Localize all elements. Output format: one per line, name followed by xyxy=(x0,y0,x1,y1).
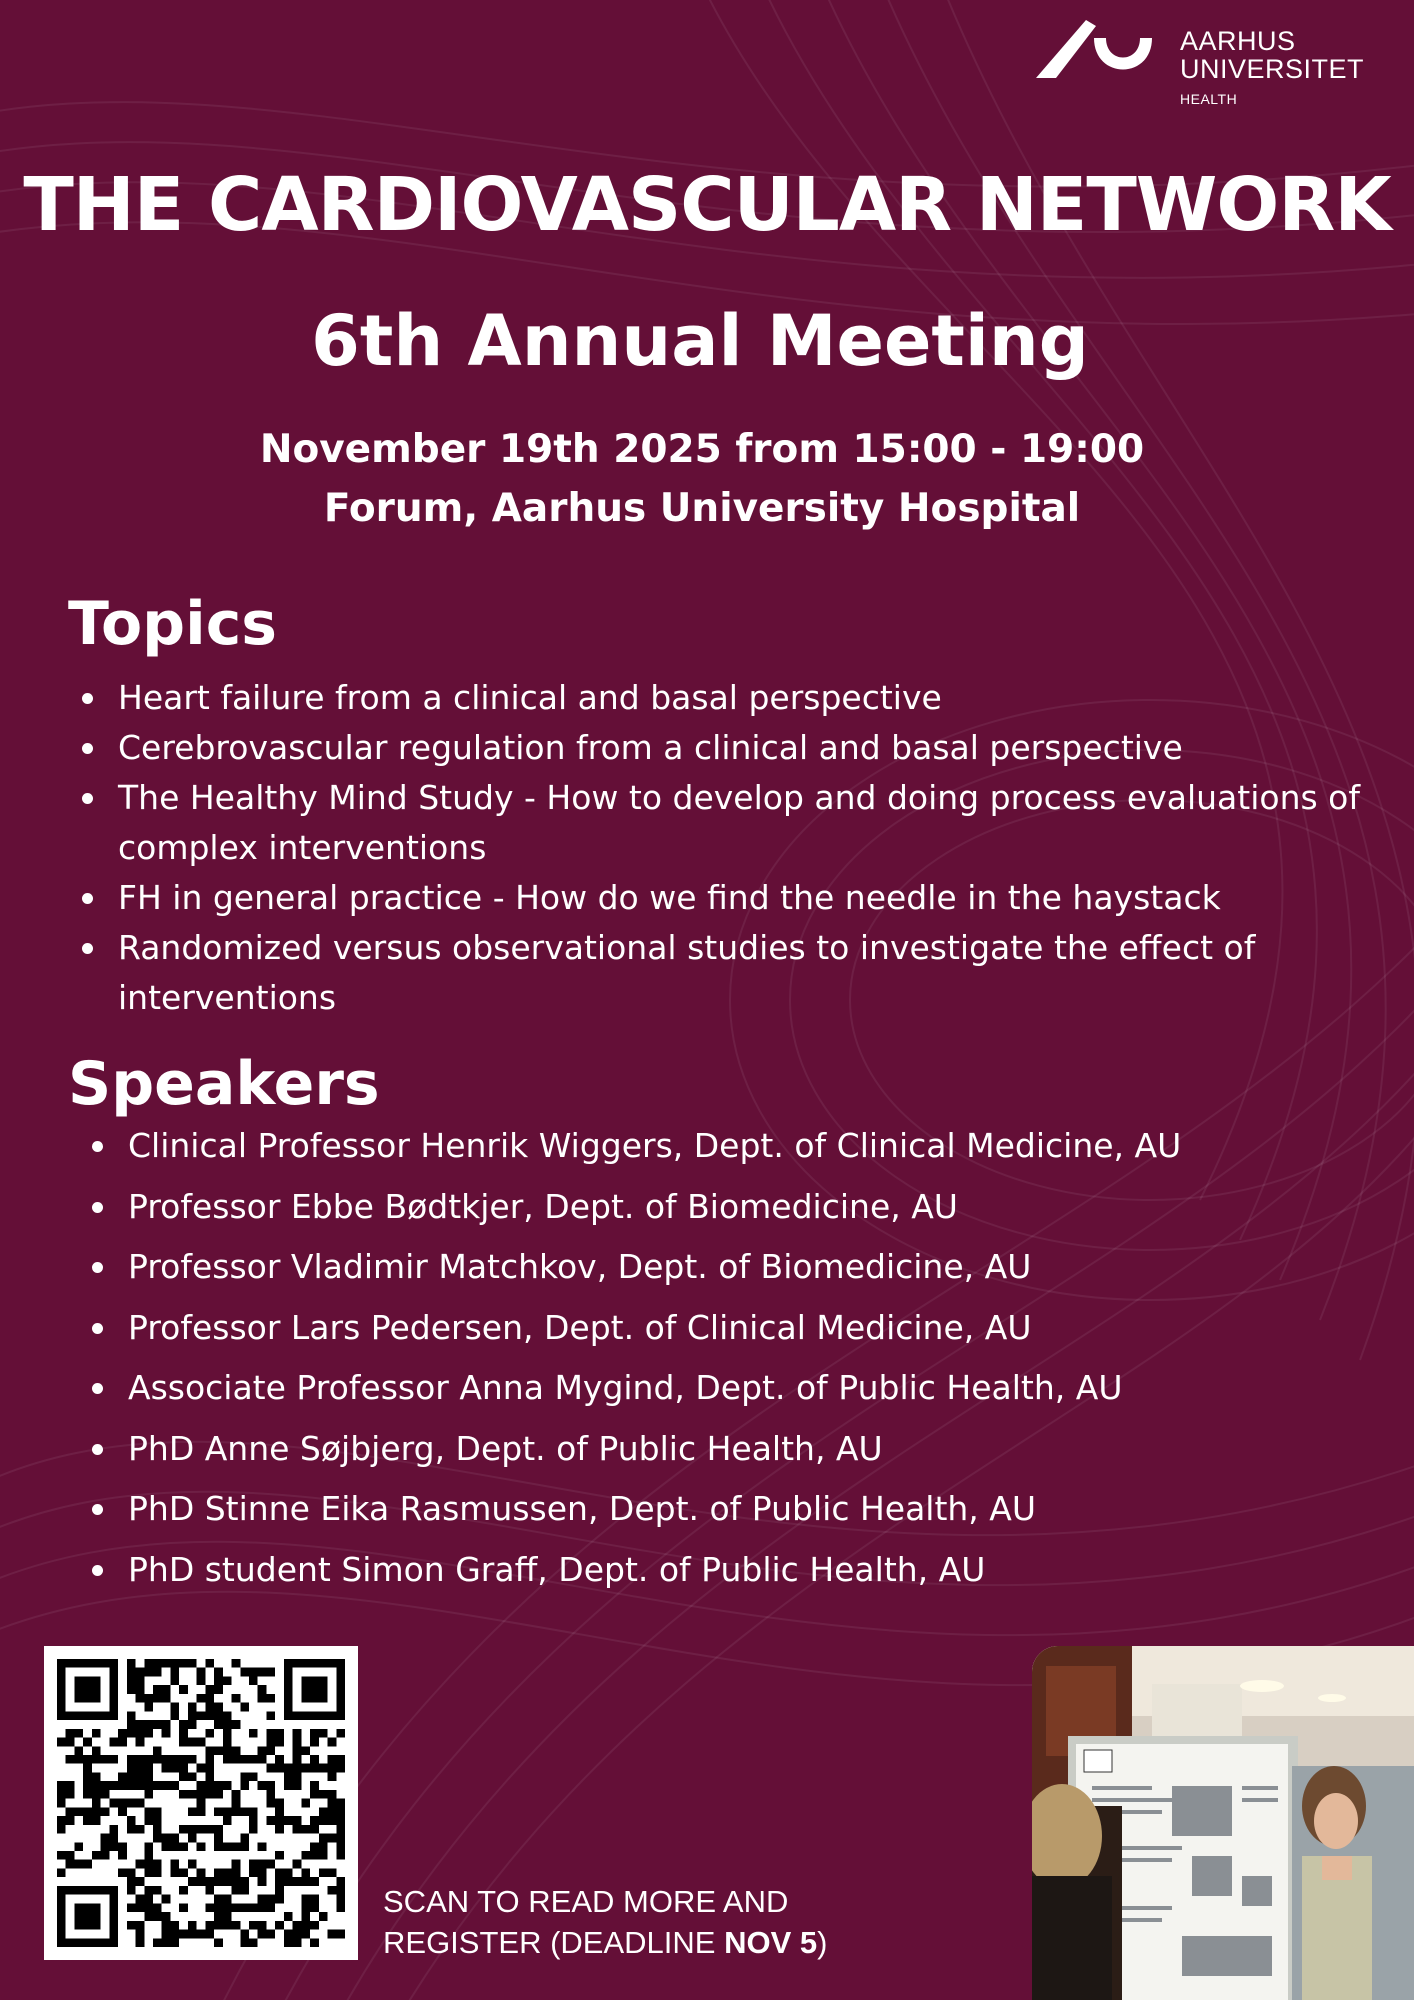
logo-text-aarhus: AARHUS xyxy=(1180,26,1296,56)
au-logo-icon xyxy=(1034,18,1156,82)
page-subtitle: 6th Annual Meeting xyxy=(311,300,1089,382)
aarhus-university-logo xyxy=(1034,18,1365,118)
topic-item: FH in general practice - How do we find the needle in the haystack xyxy=(78,873,1378,923)
qr-code-icon xyxy=(57,1659,345,1947)
speaker-item: Clinical Professor Henrik Wiggers, Dept. of Clinical Medicine, AU xyxy=(88,1116,1388,1177)
event-date: November 19th 2025 from 15:00 - 19:00 xyxy=(259,427,1145,472)
speaker-item: Professor Ebbe Bødtkjer, Dept. of Biomedicine, AU xyxy=(88,1177,1388,1238)
speaker-item: Professor Vladimir Matchkov, Dept. of Biomedicine, AU xyxy=(88,1237,1388,1298)
page-title: THE CARDIOVASCULAR NETWORK xyxy=(23,162,1391,248)
event-venue: Forum, Aarhus University Hospital xyxy=(323,486,1081,531)
registration-qr-code[interactable] xyxy=(44,1646,358,1960)
deadline-date: NOV 5 xyxy=(724,1925,818,1960)
speakers-list xyxy=(88,1116,1388,1600)
cta-line-1: SCAN TO READ MORE AND xyxy=(383,1884,789,1919)
speaker-item: PhD Stinne Eika Rasmussen, Dept. of Public Health, AU xyxy=(88,1479,1388,1540)
logo-text-universitet: UNIVERSITET xyxy=(1180,54,1365,84)
topic-item: Cerebrovascular regulation from a clinical and basal perspective xyxy=(78,723,1378,773)
cta-line-2-suffix: ) xyxy=(817,1925,828,1960)
speaker-item: PhD Anne Søjbjerg, Dept. of Public Health, AU xyxy=(88,1419,1388,1480)
poster-session-photo xyxy=(1032,1646,1414,2000)
topic-item: Heart failure from a clinical and basal perspective xyxy=(78,673,1378,723)
logo-text-health: HEALTH xyxy=(1180,91,1238,107)
topics-list xyxy=(78,673,1378,1023)
speaker-item: Associate Professor Anna Mygind, Dept. of Public Health, AU xyxy=(88,1358,1388,1419)
cta-line-2 xyxy=(383,1922,827,1963)
speaker-item: Professor Lars Pedersen, Dept. of Clinical Medicine, AU xyxy=(88,1298,1388,1359)
topic-item: Randomized versus observational studies to investigate the effect of interventions xyxy=(78,923,1378,1023)
scan-to-register-text xyxy=(383,1881,827,1963)
speaker-item: PhD student Simon Graff, Dept. of Public Health, AU xyxy=(88,1540,1388,1601)
topic-item: The Healthy Mind Study - How to develop and doing process evaluations of complex interventions xyxy=(78,773,1378,873)
topics-heading: Topics xyxy=(68,589,277,659)
speakers-heading: Speakers xyxy=(68,1049,380,1119)
poster-session-photo-illustration xyxy=(1032,1646,1414,2000)
cta-line-2-prefix: REGISTER (DEADLINE xyxy=(383,1925,725,1960)
